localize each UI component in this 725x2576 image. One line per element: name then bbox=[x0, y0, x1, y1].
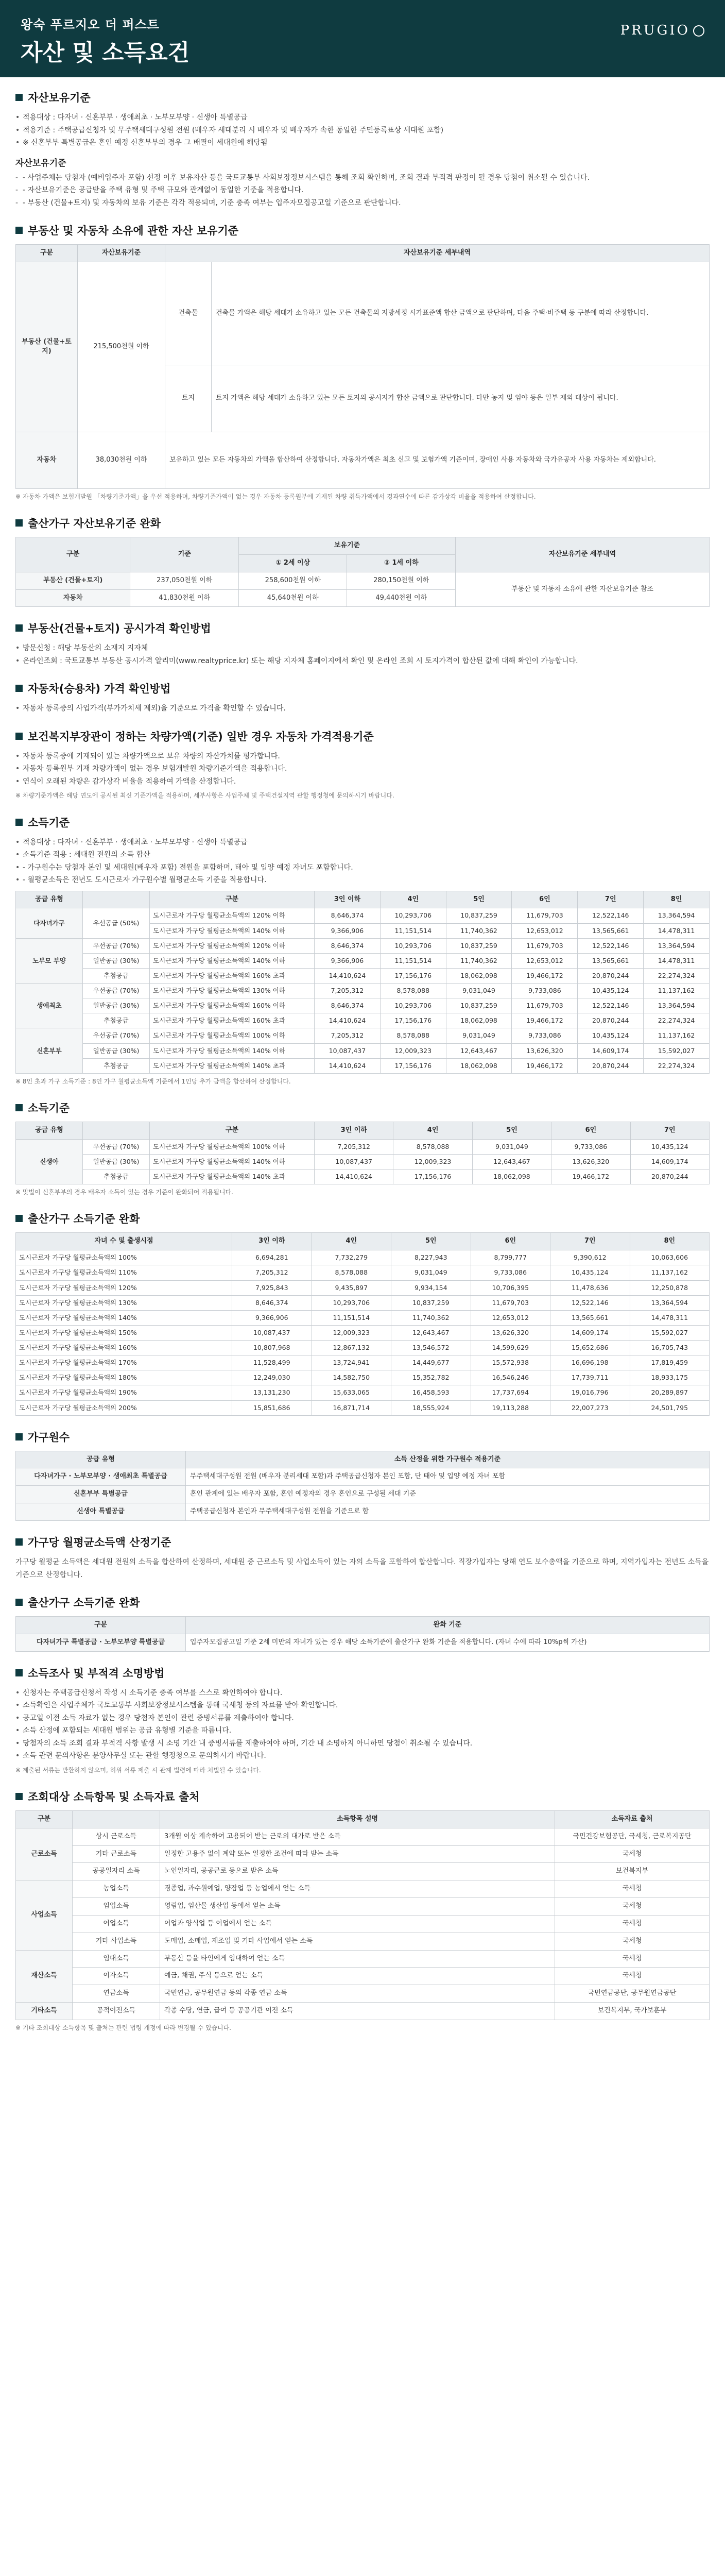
table-cell: 7,925,843 bbox=[232, 1280, 312, 1295]
table-row bbox=[16, 1880, 710, 1898]
table-cell: 도시근로자 가구당 월평균소득액의 160% bbox=[16, 1341, 232, 1355]
table-cell: 공적이전소득 bbox=[73, 2003, 160, 2020]
table-cell: 농업소득 bbox=[73, 1880, 160, 1898]
table-cell: 상시 근로소득 bbox=[73, 1828, 160, 1845]
table-row bbox=[16, 1933, 710, 1950]
table-cell: 11,528,499 bbox=[232, 1355, 312, 1370]
note: ※ 8인 초과 가구 소득기준 : 8인 가구 월평균소득액 기준에서 1인당 추가 금액을 합산하여 산정합니다. bbox=[15, 1077, 291, 1085]
table-row bbox=[16, 2003, 710, 2020]
table-cell: 도시근로자 가구당 월평균소득액의 200% bbox=[16, 1400, 232, 1415]
bullet: • - 월평균소득은 전년도 도시근로자 가구원수별 월평균소득 기준을 적용합니다. bbox=[15, 874, 710, 887]
car-criteria-section bbox=[15, 728, 710, 801]
bullet: - - 자산보유기준은 공급받을 주택 유형 및 주택 규모와 관계없이 동일한 기준을 적용합니다. bbox=[15, 184, 710, 197]
section-square-icon bbox=[15, 1215, 23, 1222]
table-cell: 16,871,714 bbox=[312, 1400, 391, 1415]
income-newborn-section bbox=[15, 1100, 710, 1197]
table-cell: 13,546,572 bbox=[391, 1341, 471, 1355]
bullet: • 소득 관련 문의사항은 분양사무실 또는 관할 행정청으로 문의하시기 바랍니다. bbox=[15, 1750, 710, 1762]
asset-relax-section bbox=[15, 515, 710, 607]
table-cell: 국세청 bbox=[555, 1915, 710, 1933]
page-title: 자산 및 소득요건 bbox=[21, 40, 190, 66]
note: ※ 기타 조회대상 소득항목 및 출처는 관련 법령 개정에 따라 변경될 수 있습니다. bbox=[15, 2024, 231, 2031]
table-row: 추첨공급 도시근로자 가구당 월평균소득액의 160% 초과 14,410,624 17,156,176 18,062,098 19,466,172 20,870,244 22,274,324 bbox=[16, 968, 710, 983]
income-items-section bbox=[15, 1789, 710, 2033]
table-cell: 예금, 채권, 주식 등으로 얻는 소득 bbox=[160, 1968, 555, 1985]
bullet: • 연식이 오래된 차량은 감가상각 비율을 적용하여 가액을 산정합니다. bbox=[15, 775, 710, 788]
table-row: 일반공급 (30%) 도시근로자 가구당 월평균소득액의 140% 이하 9,366,906 11,151,514 11,740,362 12,653,012 13,565,661 14,478,311 bbox=[16, 953, 710, 968]
section-square-icon bbox=[15, 733, 23, 740]
table-cell: 기타 근로소득 bbox=[73, 1845, 160, 1863]
bullet: • 소득기준 적용 : 세대원 전원의 소득 합산 bbox=[15, 849, 710, 861]
table-cell: 8,799,777 bbox=[471, 1250, 550, 1265]
section-title: 출산가구 자산보유기준 완화 bbox=[28, 517, 161, 530]
bullet: • 신청자는 주택공급신청서 작성 시 소득기준 충족 여부를 스스로 확인하여야 합니다. bbox=[15, 1687, 710, 1700]
section-square-icon bbox=[15, 1433, 23, 1440]
table-row: 도시근로자 가구당 월평균소득액의 140% 이하 9,366,906 11,151,514 11,740,362 12,653,012 13,565,661 14,478,311 bbox=[16, 923, 710, 938]
table-cell: 어업소득 bbox=[73, 1915, 160, 1933]
table-cell: 국민연금, 공무원연금 등의 각종 연금 소득 bbox=[160, 1985, 555, 2003]
table-cell: 보건복지부 bbox=[555, 1863, 710, 1880]
table-cell: 도시근로자 가구당 월평균소득액의 190% bbox=[16, 1385, 232, 1400]
table-cell: 22,007,273 bbox=[550, 1400, 630, 1415]
table-cell: 14,449,677 bbox=[391, 1355, 471, 1370]
table-row bbox=[16, 1355, 710, 1370]
table-cell: 재산소득 bbox=[16, 1950, 73, 2003]
section-title: 자산보유기준 bbox=[28, 92, 91, 104]
bullet: • 온라인조회 : 국토교통부 부동산 공시가격 알리미(www.realtyprice.kr) 또는 해당 지자체 홈페이지에서 확인 및 온라인 조회 시 토지가격이 합산된 값에 대해 확인이 가능합니다. bbox=[15, 655, 710, 668]
table-cell: 15,572,938 bbox=[471, 1355, 550, 1370]
section-title: 출산가구 소득기준 완화 bbox=[28, 1597, 140, 1609]
table-row: 다자녀가구 · 노부모부양 · 생애최초 특별공급 무주택세대구성원 전원 (배우자 분리세대 포함)과 주택공급신청자 본인 포함, 단 태아 및 입양 예정 자녀 포함 bbox=[16, 1468, 710, 1486]
table-cell: 14,478,311 bbox=[630, 1310, 710, 1325]
table-cell: 13,626,320 bbox=[471, 1325, 550, 1340]
table-row bbox=[16, 1985, 710, 2003]
table-row: 일반공급 (30%) 도시근로자 가구당 월평균소득액의 140% 이하 10,087,437 12,009,323 12,643,467 13,626,320 14,609,174 bbox=[16, 1154, 710, 1169]
bullet: • 소득 산정에 포함되는 세대원 범위는 공급 유형별 기준을 따릅니다. bbox=[15, 1724, 710, 1737]
section-square-icon bbox=[15, 819, 23, 826]
table-cell: 9,031,049 bbox=[391, 1265, 471, 1280]
table-cell: 보건복지부, 국가보훈부 bbox=[555, 2003, 710, 2020]
table-row: 노부모 부양 우선공급 (70%) 도시근로자 가구당 월평균소득액의 120% 이하 8,646,374 10,293,706 10,837,259 11,679,703 12,522,146 13,364,594 bbox=[16, 938, 710, 953]
complex-name: 왕숙 푸르지오 더 퍼스트 bbox=[21, 18, 160, 32]
table-row bbox=[16, 1250, 710, 1265]
note: ※ 차량기준가액은 해당 연도에 공시된 최신 기준가액을 적용하며, 세부사항은 사업주체 및 주택건설지역 관할 행정청에 문의하시기 바랍니다. bbox=[15, 792, 394, 800]
table-row: 자동차 38,030천원 이하 보유하고 있는 모든 자동차의 가액을 합산하여 산정합니다. 자동차가액은 최초 신고 및 보험가액 기준이며, 장애인 사용 자동차와 국가유공자 사용 자동차는 제외합니다. bbox=[16, 432, 710, 488]
table-row bbox=[16, 1310, 710, 1325]
documents-section bbox=[15, 1665, 710, 1775]
table-cell: 18,933,175 bbox=[630, 1370, 710, 1385]
table-row: 추첨공급 도시근로자 가구당 월평균소득액의 160% 초과 14,410,624 17,156,176 18,062,098 19,466,172 20,870,244 22,274,324 bbox=[16, 1013, 710, 1028]
table-row: 신생아 우선공급 (70%) 도시근로자 가구당 월평균소득액의 100% 이하 7,205,312 8,578,088 9,031,049 9,733,086 10,435,124 bbox=[16, 1139, 710, 1154]
section-title: 가구원수 bbox=[28, 1431, 70, 1444]
price-verify-section bbox=[15, 620, 710, 667]
asset-standard-section bbox=[15, 90, 710, 209]
table-row: 일반공급 (30%) 도시근로자 가구당 월평균소득액의 140% 이하 10,087,437 12,009,323 12,643,467 13,626,320 14,609,174 15,592,027 bbox=[16, 1043, 710, 1058]
table-cell: 국세청 bbox=[555, 1933, 710, 1950]
table-cell: 도시근로자 가구당 월평균소득액의 180% bbox=[16, 1370, 232, 1385]
table-row bbox=[16, 1968, 710, 1985]
table-cell: 16,696,198 bbox=[550, 1355, 630, 1370]
table-cell: 9,390,612 bbox=[550, 1250, 630, 1265]
table-cell: 국세청 bbox=[555, 1950, 710, 1968]
table-row bbox=[16, 1325, 710, 1340]
table-cell: 국세청 bbox=[555, 1845, 710, 1863]
bullet: • ※ 신혼부부 특별공급은 혼인 예정 신혼부부의 경우 그 배필이 세대원에 해당됨 bbox=[15, 137, 710, 149]
table-cell: 15,851,686 bbox=[232, 1400, 312, 1415]
section-square-icon bbox=[15, 227, 23, 234]
asset-relax-table: 구분 기준 보유기준 자산보유기준 세부내역 ① 2세 이상 ② 1세 이하 부동산 (건물+토지) 237,050천원 이하 258,600천원 이하 280,150천원 이하 부동산 및 자동차 소유에 관한 자산보유기준 참조 자동차 41,830천원 이하 45,640천원 이하 49,440천원 이하 bbox=[15, 537, 710, 607]
table-cell: 18,555,924 bbox=[391, 1400, 471, 1415]
table-cell: 도시근로자 가구당 월평균소득액의 170% bbox=[16, 1355, 232, 1370]
table-cell: 12,249,030 bbox=[232, 1370, 312, 1385]
table-cell: 17,737,694 bbox=[471, 1385, 550, 1400]
table-row: 신혼부부 우선공급 (70%) 도시근로자 가구당 월평균소득액의 100% 이하 7,205,312 8,578,088 9,031,049 9,733,086 10,435,124 11,137,162 bbox=[16, 1028, 710, 1043]
income-relax-section bbox=[15, 1211, 710, 1415]
table-cell: 14,599,629 bbox=[471, 1341, 550, 1355]
table-cell: 도시근로자 가구당 월평균소득액의 130% bbox=[16, 1295, 232, 1310]
table-cell: 10,063,606 bbox=[630, 1250, 710, 1265]
table-cell: 도시근로자 가구당 월평균소득액의 120% bbox=[16, 1280, 232, 1295]
table-cell: 19,113,288 bbox=[471, 1400, 550, 1415]
section-title: 가구당 월평균소득액 산정기준 bbox=[28, 1536, 171, 1549]
bullet: • 적용기준 : 주택공급신청자 및 무주택세대구성원 전원 (배우자 세대분리 시 배우자 및 배우자가 속한 동일한 주민등록표상 세대원 포함) bbox=[15, 124, 710, 137]
table-cell: 도매업, 소매업, 제조업 및 기타 사업에서 얻는 소득 bbox=[160, 1933, 555, 1950]
bullet: • 당첨자의 소득 조회 결과 부적격 사항 발생 시 소명 기간 내 증빙서류를 제출하여야 하며, 기간 내 소명하지 아니하면 당첨이 취소될 수 있습니다. bbox=[15, 1737, 710, 1750]
bullet: - - 부동산 (건물+토지) 및 자동차의 보유 기준은 각각 적용되며, 기준 충족 여부는 입주자모집공고일 기준으로 판단합니다. bbox=[15, 197, 710, 210]
table-cell: 13,565,661 bbox=[550, 1310, 630, 1325]
monthly-income-section bbox=[15, 1534, 710, 1581]
table-row bbox=[16, 1828, 710, 1845]
table-cell: 국세청 bbox=[555, 1968, 710, 1985]
table-cell: 국민건강보험공단, 국세청, 근로복지공단 bbox=[555, 1828, 710, 1845]
table-header: 자산보유기준 세부내역 bbox=[165, 245, 710, 262]
table-cell: 12,522,146 bbox=[550, 1295, 630, 1310]
table-cell: 11,679,703 bbox=[471, 1295, 550, 1310]
table-row bbox=[16, 1863, 710, 1880]
bullet: • 공고일 이전 소득 자료가 없는 경우 당첨자 본인이 관련 증빙서류를 제출하여야 합니다. bbox=[15, 1712, 710, 1725]
income-items-table: 구분 소득항목 설명 소득자료 출처 근로소득 상시 근로소득 3개월 이상 계속하여 고용되어 받는 근로의 대가로 받은 소득 국민건강보험공단, 국세청, 근로복지공단 기타 근로소득 일정한 고용주 없이 계약 또는 일정한 조건에 따라 받는 소득 국세청 공공일자리 소득 노인일자리, 공공근로 등으로 받은 소득 보건복지부 사업소득 농업소득 경종업, 과수원예업, 양잠업 등 농업에서 얻는 소득 국세청 임업소득 영림업, 임산물 생산업 등에서 얻는 소득 국세청 어업소득 어업과 양식업 등 어업에서 얻는 소득 국세청 기타 사업소득 도매업, 소매업, 제조업 및 기타 사업에서 얻는 소득 국세청 재산소득 임대소득 부동산 등을 타인에게 임대하여 얻는 소득 국세청 이자소득 예금, 채권, 주식 등으로 얻는 소득 국세청 연금소득 국민연금, 공무원연금 등의 각종 연금 소득 국민연금공단, 공무원연금공단 기타소득 공적이전소득 각종 수당, 연금, 급여 등 공공기관 이전 소득 보건복지부, 국가보훈부 bbox=[15, 1810, 710, 2020]
table-cell: 7,205,312 bbox=[232, 1265, 312, 1280]
section-title: 소득조사 및 부적격 소명방법 bbox=[28, 1667, 165, 1680]
table-row: 다자녀가구 특별공급 · 노부모부양 특별공급 입주자모집공고일 기준 2세 미만의 자녀가 있는 경우 해당 소득기준에 출산가구 완화 기준을 적용합니다. (자녀 수에 따라 10%p씩 가산) bbox=[16, 1634, 710, 1651]
table-cell: 10,807,968 bbox=[232, 1341, 312, 1355]
table-cell: 8,578,088 bbox=[312, 1265, 391, 1280]
table-cell: 16,546,246 bbox=[471, 1370, 550, 1385]
section-square-icon bbox=[15, 1538, 23, 1546]
table-row bbox=[16, 1280, 710, 1295]
table-cell: 15,633,065 bbox=[312, 1385, 391, 1400]
table-cell: 6,694,281 bbox=[232, 1250, 312, 1265]
table-cell: 13,364,594 bbox=[630, 1295, 710, 1310]
table-cell: 10,706,395 bbox=[471, 1280, 550, 1295]
table-cell: 기타소득 bbox=[16, 2003, 73, 2020]
section-title: 보건복지부장관이 정하는 차량가액(기준) 일반 경우 자동차 가격적용기준 bbox=[28, 730, 374, 743]
table-cell: 10,087,437 bbox=[232, 1325, 312, 1340]
table-row: 부동산 (건물+토지) 215,500천원 이하 건축물 건축물 가액은 해당 세대가 소유하고 있는 모든 건축물의 지방세정 시가표준액 합산 금액으로 판단하며, 다음 주택·비주택 등 구분에 따라 산정합니다. bbox=[16, 262, 710, 365]
table-cell: 3개월 이상 계속하여 고용되어 받는 근로의 대가로 받은 소득 bbox=[160, 1828, 555, 1845]
table-cell: 10,837,259 bbox=[391, 1295, 471, 1310]
table-row: 추첨공급 도시근로자 가구당 월평균소득액의 140% 초과 14,410,624 17,156,176 18,062,098 19,466,172 20,870,244 bbox=[16, 1170, 710, 1184]
table-header: 구분 bbox=[16, 245, 78, 262]
section-square-icon bbox=[15, 519, 23, 527]
table-cell: 17,819,459 bbox=[630, 1355, 710, 1370]
section-square-icon bbox=[15, 1599, 23, 1606]
table-cell: 9,435,897 bbox=[312, 1280, 391, 1295]
section-square-icon bbox=[15, 94, 23, 101]
table-row bbox=[16, 1950, 710, 1968]
subsection-title: 자산보유기준 bbox=[15, 158, 66, 168]
table-row: 토지 토지 가액은 해당 세대가 소유하고 있는 모든 토지의 공시지가 합산 금액으로 판단합니다. 다만 농지 및 임야 등은 일부 제외 대상이 됩니다. bbox=[16, 365, 710, 432]
table-cell: 7,732,279 bbox=[312, 1250, 391, 1265]
bullet: • 자동차 등록증의 사업가격(부가가치세 제외)을 기준으로 가격을 확인할 수 있습니다. bbox=[15, 702, 710, 715]
table-cell: 도시근로자 가구당 월평균소득액의 110% bbox=[16, 1265, 232, 1280]
table-cell: 임대소득 bbox=[73, 1950, 160, 1968]
table-cell: 공공일자리 소득 bbox=[73, 1863, 160, 1880]
table-cell: 15,652,686 bbox=[550, 1341, 630, 1355]
table-cell: 11,151,514 bbox=[312, 1310, 391, 1325]
table-cell: 어업과 양식업 등 어업에서 얻는 소득 bbox=[160, 1915, 555, 1933]
section-square-icon bbox=[15, 1793, 23, 1800]
birth-relax-table: 구분 완화 기준 다자녀가구 특별공급 · 노부모부양 특별공급 입주자모집공고일 기준 2세 미만의 자녀가 있는 경우 해당 소득기준에 출산가구 완화 기준을 적용합니다. (자녀 수에 따라 10%p씩 가산) bbox=[15, 1616, 710, 1652]
section-title: 출산가구 소득기준 완화 bbox=[28, 1213, 140, 1226]
note: ※ 자동차 가액은 보험개발원 「차량기준가액」을 우선 적용하며, 차량기준가액이 없는 경우 자동차 등록원부에 기재된 차량 취득가액에서 경과연수에 따른 감가상각 비율을 적용하여 산정합니다. bbox=[15, 493, 536, 500]
table-cell: 도시근로자 가구당 월평균소득액의 100% bbox=[16, 1250, 232, 1265]
table-row bbox=[16, 1385, 710, 1400]
bullet: • - 가구원수는 당첨자 본인 및 세대원(배우자 포함) 전원을 포함하며, 태아 및 입양 예정 자녀도 포함합니다. bbox=[15, 861, 710, 874]
table-cell: 영림업, 임산물 생산업 등에서 얻는 소득 bbox=[160, 1898, 555, 1916]
section-title: 부동산 및 자동차 소유에 관한 자산 보유기준 bbox=[28, 225, 239, 237]
table-cell: 17,739,711 bbox=[550, 1370, 630, 1385]
table-cell: 국세청 bbox=[555, 1898, 710, 1916]
table-row: 생애최초 우선공급 (70%) 도시근로자 가구당 월평균소득액의 130% 이하 7,205,312 8,578,088 9,031,049 9,733,086 10,435,124 11,137,162 bbox=[16, 984, 710, 998]
section-body: 가구당 월평균 소득액은 세대원 전원의 소득을 합산하여 산정하며, 세대원 중 근로소득 및 사업소득이 있는 자의 소득을 포함하여 합산합니다. 직장가입자는 당해 연도 보수총액을 기준으로 하며, 지역가입자는 전년도 소득을 기준으로 산정합니다. bbox=[15, 1558, 709, 1579]
household-section bbox=[15, 1429, 710, 1521]
table-row: 추첨공급 도시근로자 가구당 월평균소득액의 140% 초과 14,410,624 17,156,176 18,062,098 19,466,172 20,870,244 22,274,324 bbox=[16, 1058, 710, 1073]
brand-logo: PRUGIO bbox=[620, 23, 704, 38]
table-row bbox=[16, 1341, 710, 1355]
asset-table bbox=[15, 244, 710, 489]
table-cell: 도시근로자 가구당 월평균소득액의 140% bbox=[16, 1310, 232, 1325]
table-row bbox=[16, 1295, 710, 1310]
table-cell: 경종업, 과수원예업, 양잠업 등 농업에서 얻는 소득 bbox=[160, 1880, 555, 1898]
page-header bbox=[0, 0, 725, 77]
table-cell: 국민연금공단, 공무원연금공단 bbox=[555, 1985, 710, 2003]
note: ※ 맞벌이 신혼부부의 경우 배우자 소득이 있는 경우 기준이 완화되어 적용됩니다. bbox=[15, 1189, 233, 1196]
table-row: 부동산 (건물+토지) 237,050천원 이하 258,600천원 이하 280,150천원 이하 부동산 및 자동차 소유에 관한 자산보유기준 참조 bbox=[16, 572, 710, 589]
table-cell: 10,435,124 bbox=[550, 1265, 630, 1280]
table-row: 자동차 41,830천원 이하 45,640천원 이하 49,440천원 이하 bbox=[16, 589, 710, 607]
table-row bbox=[16, 1845, 710, 1863]
table-cell: 16,458,593 bbox=[391, 1385, 471, 1400]
section-square-icon bbox=[15, 1669, 23, 1676]
bullet: - - 사업주체는 당첨자 (예비입주자 포함) 선정 이후 보유자산 등을 국토교통부 사회보장정보시스템을 통해 조회 확인하며, 조회 결과 부적격 판정이 될 경우 당첨이 취소될 수 있습니다. bbox=[15, 172, 710, 184]
table-cell: 임업소득 bbox=[73, 1898, 160, 1916]
bullet: • 소득확인은 사업주체가 국토교통부 사회보장정보시스템을 통해 국세청 등의 자료를 받아 확인합니다. bbox=[15, 1699, 710, 1712]
table-cell: 12,653,012 bbox=[471, 1310, 550, 1325]
bullet: • 적용대상 : 다자녀 · 신혼부부 · 생애최초 · 노부모부양 · 신생아 특별공급 bbox=[15, 111, 710, 124]
table-cell: 14,609,174 bbox=[550, 1325, 630, 1340]
car-verify-section bbox=[15, 681, 710, 715]
table-cell: 16,705,743 bbox=[630, 1341, 710, 1355]
table-cell: 일정한 고용주 없이 계약 또는 일정한 조건에 따라 받는 소득 bbox=[160, 1845, 555, 1863]
table-cell: 14,582,750 bbox=[312, 1370, 391, 1385]
table-cell: 8,646,374 bbox=[232, 1295, 312, 1310]
table-cell: 이자소득 bbox=[73, 1968, 160, 1985]
table-cell: 국세청 bbox=[555, 1880, 710, 1898]
bullet: • 방문신청 : 해당 부동산의 소재지 지자체 bbox=[15, 642, 710, 655]
table-cell: 근로소득 bbox=[16, 1828, 73, 1880]
income-table: 공급 유형 구분 3인 이하 4인 5인 6인 7인 8인 다자녀가구 우선공급 (50%) 도시근로자 가구당 월평균소득액의 120% 이하 8,646,374 10,293,706 10,837,259 11,679,703 12,522,146 13,364,594 도시근로자 가구당 월평균소득액의 140% 이하 9,366,906 11,151,514 11,740,362 12,653,012 13,565,661 14,478,311 노부모 부양 우선공급 (70%) 도시근로자 가구당 월평균소득액의 120% 이하 8,646,374 10,293,706 10,837,259 11,679,703 12,522,146 13,364,594 일반공급 (30%) 도시근로자 가구당 월평균소득액의 140% 이하 9,366,906 11,151,514 11,740,362 12,653,012 13,565,661 14,478,311 추첨공급 도시근로자 가구당 월평균소득액의 160% 초과 14,410,624 17,156,176 18,062,098 19,466,172 20,870,244 22,274,324 생애최초 우선공급 (70%) 도시근로자 가구당 월평균소득액의 130% 이하 7,205,312 8,578,088 9,031,049 9,733,086 10,435,124 11,137,162 일반공급 (30%) 도시근로자 가구당 월평균소득액의 160% 이하 8,646,374 10,293,706 10,837,259 11,679,703 12,522,146 13,364,594 추첨공급 도시근로자 가구당 월평균소득액의 160% 초과 14,410,624 17,156,176 18,062,098 19,466,172 20,870,244 22,274,324 신혼부부 우선공급 (70%) 도시근로자 가구당 월평균소득액의 100% 이하 7,205,312 8,578,088 9,031,049 9,733,086 10,435,124 11,137,162 일반공급 (30%) 도시근로자 가구당 월평균소득액의 140% 이하 10,087,437 12,009,323 12,643,467 13,626,320 14,609,174 15,592,027 추첨공급 도시근로자 가구당 월평균소득액의 140% 초과 14,410,624 17,156,176 18,062,098 19,466,172 20,870,244 22,274,324 bbox=[15, 891, 710, 1074]
logo-circle-icon bbox=[693, 25, 704, 37]
table-row bbox=[16, 1915, 710, 1933]
section-title: 조회대상 소득항목 및 소득자료 출처 bbox=[28, 1790, 200, 1803]
bullet: • 적용대상 : 다자녀 · 신혼부부 · 생애최초 · 노부모부양 · 신생아 특별공급 bbox=[15, 836, 710, 849]
table-row bbox=[16, 1400, 710, 1415]
table-cell: 11,478,636 bbox=[550, 1280, 630, 1295]
birth-relax-section bbox=[15, 1595, 710, 1652]
note: ※ 제출된 서류는 반환하지 않으며, 허위 서류 제출 시 관계 법령에 따라 처벌될 수 있습니다. bbox=[15, 1766, 261, 1774]
table-cell: 12,009,323 bbox=[312, 1325, 391, 1340]
section-square-icon bbox=[15, 624, 23, 632]
table-cell: 연금소득 bbox=[73, 1985, 160, 2003]
table-row: 다자녀가구 우선공급 (50%) 도시근로자 가구당 월평균소득액의 120% 이하 8,646,374 10,293,706 10,837,259 11,679,703 12,522,146 13,364,594 bbox=[16, 908, 710, 923]
table-cell: 11,137,162 bbox=[630, 1265, 710, 1280]
table-cell: 12,643,467 bbox=[391, 1325, 471, 1340]
bullet: • 자동차 등록증에 기재되어 있는 차량가액으로 보유 차량의 자산가치를 평가합니다. bbox=[15, 750, 710, 763]
table-cell: 24,501,795 bbox=[630, 1400, 710, 1415]
table-cell: 11,740,362 bbox=[391, 1310, 471, 1325]
table-row: 신혼부부 특별공급 혼인 관계에 있는 배우자 포함, 혼인 예정자의 경우 혼인으로 구성될 세대 기준 bbox=[16, 1486, 710, 1503]
table-cell: 8,227,943 bbox=[391, 1250, 471, 1265]
income-section bbox=[15, 815, 710, 1087]
table-cell: 9,934,154 bbox=[391, 1280, 471, 1295]
table-row: 신생아 특별공급 주택공급신청자 본인과 무주택세대구성원 전원을 기준으로 함 bbox=[16, 1503, 710, 1521]
table-cell: 12,867,132 bbox=[312, 1341, 391, 1355]
table-cell: 9,366,906 bbox=[232, 1310, 312, 1325]
table-row bbox=[16, 1370, 710, 1385]
section-title: 소득기준 bbox=[28, 816, 70, 829]
table-cell: 20,289,897 bbox=[630, 1385, 710, 1400]
table-cell: 13,724,941 bbox=[312, 1355, 391, 1370]
section-title: 부동산(건물+토지) 공시가격 확인방법 bbox=[28, 622, 211, 635]
table-cell: 노인일자리, 공공근로 등으로 받은 소득 bbox=[160, 1863, 555, 1880]
asset-table-section bbox=[15, 223, 710, 502]
table-row bbox=[16, 1898, 710, 1916]
table-row bbox=[16, 1265, 710, 1280]
table-header: 자산보유기준 bbox=[78, 245, 165, 262]
section-title: 소득기준 bbox=[28, 1102, 70, 1114]
table-cell: 13,131,230 bbox=[232, 1385, 312, 1400]
table-cell: 12,250,878 bbox=[630, 1280, 710, 1295]
section-square-icon bbox=[15, 685, 23, 692]
section-square-icon bbox=[15, 1104, 23, 1111]
income-newborn-table: 공급 유형 구분 3인 이하 4인 5인 6인 7인 신생아 우선공급 (70%) 도시근로자 가구당 월평균소득액의 100% 이하 7,205,312 8,578,088 9,031,049 9,733,086 10,435,124 일반공급 (30%) 도시근로자 가구당 월평균소득액의 140% 이하 10,087,437 12,009,323 12,643,467 13,626,320 14,609,174 추첨공급 도시근로자 가구당 월평균소득액의 140% 초과 14,410,624 17,156,176 18,062,098 19,466,172 20,870,244 bbox=[15, 1122, 710, 1184]
table-cell: 9,733,086 bbox=[471, 1265, 550, 1280]
table-row: 일반공급 (30%) 도시근로자 가구당 월평균소득액의 160% 이하 8,646,374 10,293,706 10,837,259 11,679,703 12,522,146 13,364,594 bbox=[16, 998, 710, 1013]
table-cell: 기타 사업소득 bbox=[73, 1933, 160, 1950]
table-cell: 부동산 등을 타인에게 임대하여 얻는 소득 bbox=[160, 1950, 555, 1968]
table-cell: 19,016,796 bbox=[550, 1385, 630, 1400]
section-title: 자동차(승용차) 가격 확인방법 bbox=[28, 683, 171, 696]
table-cell: 도시근로자 가구당 월평균소득액의 150% bbox=[16, 1325, 232, 1340]
table-cell: 15,592,027 bbox=[630, 1325, 710, 1340]
household-table: 공급 유형 소득 산정을 위한 가구원수 적용기준 다자녀가구 · 노부모부양 · 생애최초 특별공급 무주택세대구성원 전원 (배우자 분리세대 포함)과 주택공급신청자 본인 포함, 단 태아 및 입양 예정 자녀 포함 신혼부부 특별공급 혼인 관계에 있는 배우자 포함, 혼인 예정자의 경우 혼인으로 구성될 세대 기준 신생아 특별공급 주택공급신청자 본인과 무주택세대구성원 전원을 기준으로 함 bbox=[15, 1451, 710, 1521]
income-relax-table: 자녀 수 및 출생시점 3인 이하 4인 5인 6인 7인 8인 도시근로자 가구당 월평균소득액의 100% 6,694,281 7,732,279 8,227,943 8,799,777 9,390,612 10,063,606 도시근로자 가구당 월평균소득액의 110% 7,205,312 8,578,088 9,031,049 9,733,086 10,435,124 11,137,162 도시근로자 가구당 월평균소득액의 120% 7,925,843 9,435,897 9,934,154 10,706,395 11,478,636 12,250,878 도시근로자 가구당 월평균소득액의 130% 8,646,374 10,293,706 10,837,259 11,679,703 12,522,146 13,364,594 도시근로자 가구당 월평균소득액의 140% 9,366,906 11,151,514 11,740,362 12,653,012 13,565,661 14,478,311 도시근로자 가구당 월평균소득액의 150% 10,087,437 12,009,323 12,643,467 13,626,320 14,609,174 15,592,027 도시근로자 가구당 월평균소득액의 160% 10,807,968 12,867,132 13,546,572 14,599,629 15,652,686 16,705,743 도시근로자 가구당 월평균소득액의 170% 11,528,499 13,724,941 14,449,677 15,572,938 16,696,198 17,819,459 도시근로자 가구당 월평균소득액의 180% 12,249,030 14,582,750 15,352,782 16,546,246 17,739,711 18,933,175 도시근로자 가구당 월평균소득액의 190% 13,131,230 15,633,065 16,458,593 17,737,694 19,016,796 20,289,897 도시근로자 가구당 월평균소득액의 200% 15,851,686 16,871,714 18,555,924 19,113,288 22,007,273 24,501,795 bbox=[15, 1232, 710, 1415]
table-cell: 사업소득 bbox=[16, 1880, 73, 1950]
table-cell: 각종 수당, 연금, 급여 등 공공기관 이전 소득 bbox=[160, 2003, 555, 2020]
table-cell: 10,293,706 bbox=[312, 1295, 391, 1310]
bullet: • 자동차 등록원부 기재 차량가액이 없는 경우 보험개발원 차량기준가액을 적용합니다. bbox=[15, 762, 710, 775]
table-cell: 15,352,782 bbox=[391, 1370, 471, 1385]
